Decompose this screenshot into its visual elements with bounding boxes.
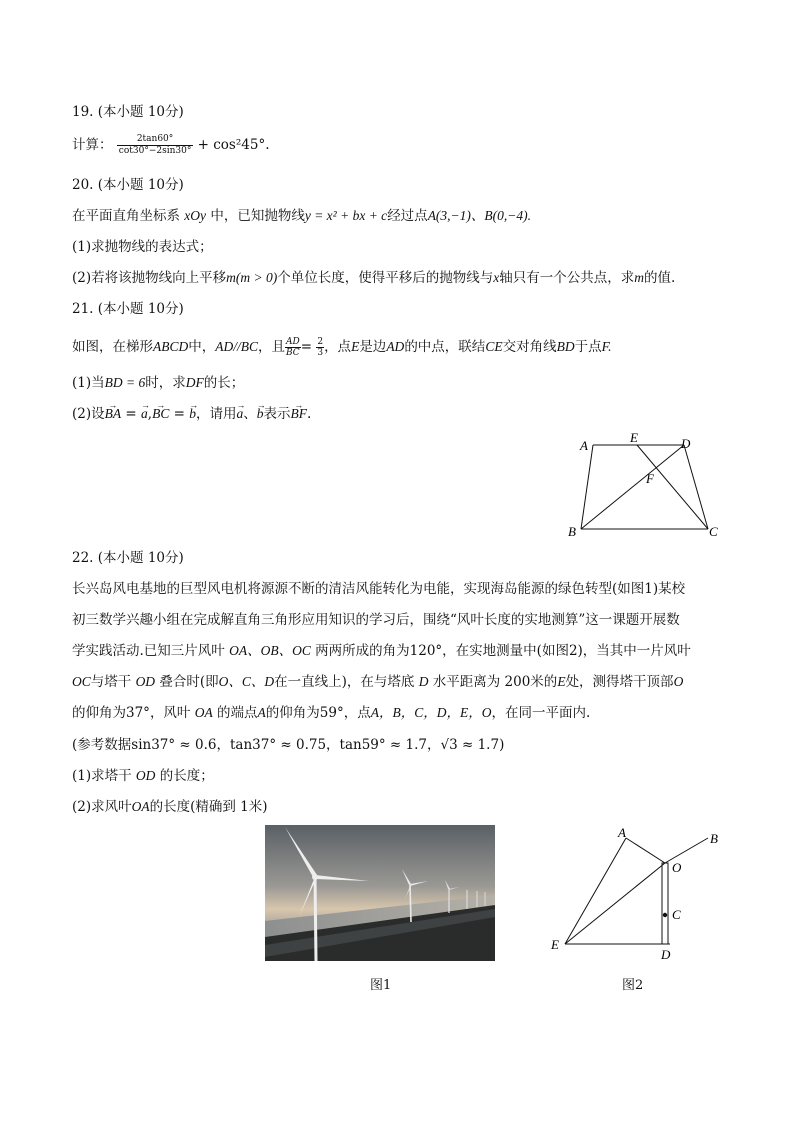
q21-p1e: 的长；	[203, 375, 245, 391]
q22-l4b: 与塔干	[90, 674, 136, 690]
q22-l5h: 59°	[319, 705, 344, 721]
q22-part2	[72, 798, 268, 816]
q21-header: 21. (本小题 10分)	[72, 301, 184, 317]
q21-vec-bc: → BC	[152, 405, 169, 423]
q22-l4h: 水平距离为 200米的	[428, 674, 558, 690]
q19-expression	[72, 134, 270, 157]
q21-stem-a: 如图，在梯形	[72, 339, 153, 355]
q21-p1d: DF	[185, 375, 204, 390]
q21-p1b: BD = 6	[104, 375, 146, 390]
label-d: D	[681, 436, 691, 451]
q21-ratio-frac	[285, 337, 301, 358]
q21-stem-c: ，且	[258, 339, 285, 355]
q22-p1b: OD	[135, 768, 156, 783]
q22-p1a: (1)求塔干	[72, 768, 136, 784]
q22-l4e: O、C、D	[218, 674, 275, 689]
q20-p2m2: m	[634, 270, 644, 285]
q21-stem-h: 于点	[574, 339, 602, 355]
fig1-caption: 图1	[370, 978, 392, 993]
q20-header: 20. (本小题 10分)	[72, 177, 184, 193]
q21-abcd: ABCD	[153, 339, 189, 354]
label-o2: O	[672, 860, 682, 875]
q22-l5a: 的仰角为	[72, 705, 126, 721]
q21-parallel: AD//BC	[215, 339, 258, 354]
q21-vec-a2: → a	[237, 405, 244, 423]
q21-p2eq2: =	[169, 406, 190, 422]
q22-p2c: 的长度(精确到 1米)	[149, 799, 268, 815]
q20-part2	[72, 269, 675, 287]
q21-vec-b: → b	[189, 405, 196, 423]
q22-l5g: 的仰角为	[265, 705, 320, 721]
q21-p2end: 表示	[263, 406, 291, 422]
label-b: B	[568, 524, 576, 539]
q22-l4a: OC	[72, 674, 91, 689]
q19-fraction	[117, 134, 194, 157]
q21-bd: BD	[556, 339, 575, 354]
q21-stem-g: 交对角线	[502, 339, 557, 355]
q22-l3d: 120°	[409, 643, 443, 659]
q20-points: A(3,−1)、B(0,−4).	[427, 208, 532, 223]
q20-part1: (1)求抛物线的表达式；	[72, 239, 213, 255]
tower-od	[662, 863, 668, 944]
q21-p2eq1: =	[121, 406, 142, 422]
q21-ratio-num: 2	[317, 337, 324, 347]
q22-p2a: (2)求风叶	[72, 799, 132, 815]
q21-vec-bf: → BF	[291, 405, 308, 423]
q21-f: F.	[601, 339, 612, 354]
q20-p2c: 轴只有一个公共点，求	[499, 270, 635, 286]
q22-l5i: ，点	[343, 705, 371, 721]
q21-ad: AD	[386, 339, 405, 354]
q19-frac-den: cot30°−2sin30°	[118, 146, 192, 156]
q21-eq: =	[300, 339, 317, 355]
q20-p2a: (2)若将该抛物线向上平移	[72, 270, 227, 286]
q22-line2: 初三数学兴趣小组在完成解直角三角形应用知识的学习后，围绕“风叶长度的实地测算”这一课题开展数	[72, 612, 680, 628]
label-e: E	[630, 430, 638, 445]
q22-l4i: E	[557, 674, 566, 689]
q20-p2b: 个单位长度，使得平移后的抛物线与	[277, 270, 494, 286]
q22-l4g: D	[418, 674, 429, 689]
label-c: C	[709, 524, 718, 539]
q22-l4d: 叠合时(即	[155, 674, 219, 690]
q22-l5c: ，风叶	[149, 705, 195, 721]
q20-p2m: m(m > 0)	[226, 270, 278, 285]
q21-e: E	[351, 339, 360, 354]
q22-l3b: OA、OB、OC	[229, 643, 311, 658]
wind-turbine-photo	[265, 825, 495, 961]
q20-p2x: x	[493, 270, 500, 285]
q22-turbine-diagram	[545, 822, 730, 962]
q21-stem-b: 中，	[188, 339, 216, 355]
q20-p2d: 的值.	[643, 270, 676, 286]
q22-l5k: ，在同一平面内.	[491, 705, 591, 721]
q21-ratio-value	[316, 337, 324, 358]
q19-header: 19. (本小题 10分)	[72, 104, 184, 120]
q22-line5	[72, 704, 590, 722]
q20-equation: y = x² + bx + c	[304, 208, 388, 223]
label-a: A	[580, 438, 588, 453]
label-b2: B	[710, 831, 718, 846]
q21-p1c: 时，求	[145, 375, 186, 391]
q22-header: 22. (本小题 10分)	[72, 550, 184, 566]
blade-oa	[626, 838, 665, 863]
q21-stem-f: 的中点，联结	[404, 339, 486, 355]
q19-calc-prefix: 计算：	[72, 137, 113, 153]
q22-l5j: A，B，C，D，E，O	[370, 705, 492, 720]
q22-l4f: 在一直线上)，在与塔底	[274, 674, 419, 690]
q22-p2b: OA	[131, 799, 150, 814]
q21-p2a: (2)设	[72, 406, 105, 422]
q22-line3	[72, 642, 691, 660]
q21-p1a: (1)当	[72, 375, 105, 391]
q21-part1	[72, 374, 244, 392]
q22-l4k: O	[673, 674, 684, 689]
q21-stem	[72, 337, 611, 358]
segment-ce	[637, 445, 708, 529]
diagonal-bd	[581, 445, 684, 529]
q22-l4j: 处，测得塔干顶部	[565, 674, 674, 690]
q21-part2	[72, 405, 311, 423]
label-d2: D	[661, 947, 671, 962]
point-c-dot	[663, 913, 667, 917]
label-c2: C	[672, 907, 681, 922]
q21-frac-den: BC	[286, 348, 300, 358]
q21-vec-b2: → b	[257, 405, 264, 423]
q22-l4c: OD	[135, 674, 156, 689]
q20-stem-c: 经过点	[387, 208, 428, 224]
q21-ratio-den: 3	[317, 348, 324, 358]
q20-xoy: xOy	[184, 208, 207, 223]
q22-l5d: OA	[194, 705, 213, 720]
segment-eo	[565, 863, 665, 944]
q22-reference-data: (参考数据sin37° ≈ 0.6，tan37° ≈ 0.75，tan59° ≈ 1.7，√3 ≈ 1.7)	[72, 737, 505, 753]
q20-stem-a: 在平面直角坐标系	[72, 208, 185, 224]
q22-line4	[72, 673, 683, 691]
segment-ab	[581, 445, 593, 529]
q20-stem-b: 中，已知抛物线	[206, 208, 305, 224]
q22-l5f: A	[257, 705, 266, 720]
q21-stem-d: ，点	[324, 339, 352, 355]
q21-frac-num: AD	[286, 337, 300, 347]
q20-stem	[72, 207, 531, 225]
q21-p2sep: 、	[243, 406, 257, 422]
fig2-caption: 图2	[622, 978, 644, 993]
q21-ce: CE	[485, 339, 503, 354]
q22-line1: 长兴岛风电基地的巨型风电机将源源不断的清洁风能转化为电能，实现海岛能源的绿色转型(如图1)某校	[72, 581, 686, 597]
label-f: F	[646, 471, 654, 486]
q21-vec-a: → a	[141, 405, 148, 423]
q21-p2dot: .	[307, 406, 312, 422]
label-a2: A	[618, 825, 626, 840]
q22-p1c: 的长度；	[155, 768, 214, 784]
q19-suffix: + cos²45°.	[197, 137, 270, 153]
q21-trapezoid-figure	[560, 428, 730, 543]
q22-l3a: 学实践活动.已知三片风叶	[72, 643, 230, 659]
segment-ea	[565, 838, 626, 944]
label-e2: E	[551, 937, 559, 952]
q22-l3e: ，在实地测量中(如图2)，当其中一片风叶	[442, 643, 691, 659]
q22-l5e: 的端点	[212, 705, 258, 721]
q21-p2mid: ，请用	[196, 406, 237, 422]
q21-p2comma: ,	[147, 406, 153, 422]
q22-l3c: 两两所成的角为	[310, 643, 410, 659]
q21-vec-ba: → BA	[105, 405, 122, 423]
q22-part1	[72, 767, 214, 785]
segment-dc	[684, 445, 708, 529]
q22-l5b: 37°	[126, 705, 150, 721]
q21-stem-e: 是边	[359, 339, 387, 355]
q19-frac-num: 2tan60°	[136, 134, 174, 144]
